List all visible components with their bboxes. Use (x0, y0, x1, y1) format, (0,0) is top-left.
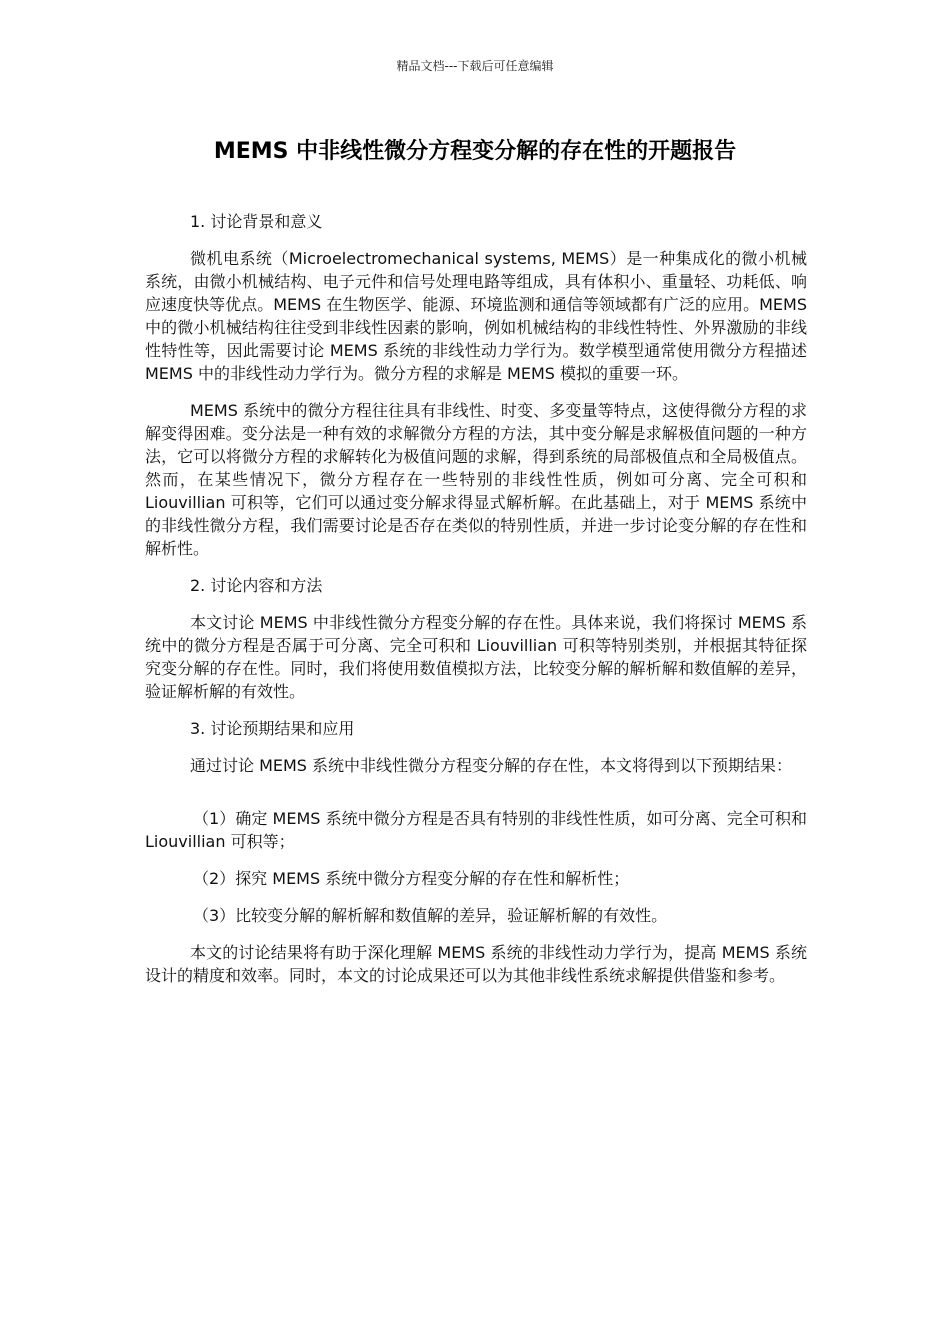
section-heading-3: 3. 讨论预期结果和应用 (190, 719, 355, 738)
expected-result-item-1: （1）确定 MEMS 系统中微分方程是否具有特别的非线性性质，如可分离、完全可积和 Liouvillian 可积等； (145, 809, 807, 851)
section-heading-2: 2. 讨论内容和方法 (190, 576, 323, 595)
section-3-closing-paragraph: 本文的讨论结果将有助于深化理解 MEMS 系统的非线性动力学行为，提高 MEMS 系统设计的精度和效率。同时，本文的讨论成果还可以为其他非线性系统求解提供借鉴和参考。 (145, 943, 807, 985)
expected-result-item-2: （2）探究 MEMS 系统中微分方程变分解的存在性和解析性； (193, 869, 630, 888)
section-3-paragraph-1: 通过讨论 MEMS 系统中非线性微分方程变分解的存在性，本文将得到以下预期结果： (190, 756, 793, 775)
document-title: MEMS 中非线性微分方程变分解的存在性的开题报告 (213, 139, 737, 164)
section-heading-1: 1. 讨论背景和意义 (190, 212, 323, 231)
section-1-paragraph-2: MEMS 系统中的微分方程往往具有非线性、时变、多变量等特点，这使得微分方程的求解变得困难。变分法是一种有效的求解微分方程的方法，其中变分解是求解极值问题的一种方法，它可以将微分方程的求解转化为极值问题的求解，得到系统的局部极值点和全局极值点。然而，在某些情况下，微分方程存在一些特别的非线性性质，例如可分离、完全可积和 Liouvillian 可积等，它们可以通过变分解求得显式解析解。在此基础上，对于 MEMS 系统中的非线性微分方程，我们需要讨论是否存在类似的特别性质，并进一步讨论变分解的存在性和解析性。 (145, 401, 807, 558)
header-note: 精品文档---下载后可任意编辑 (396, 59, 554, 73)
section-2-paragraph-1: 本文讨论 MEMS 中非线性微分方程变分解的存在性。具体来说，我们将探讨 MEMS 系统中的微分方程是否属于可分离、完全可积和 Liouvillian 可积等特别类别，并根据其特征探究变分解的存在性。同时，我们将使用数值模拟方法，比较变分解的解析解和数值解的差异，验证解析解的有效性。 (145, 613, 807, 701)
expected-result-item-3: （3）比较变分解的解析解和数值解的差异，验证解析解的有效性。 (193, 906, 668, 925)
section-3-spacer (145, 791, 807, 807)
document-content (145, 210, 807, 1001)
section-1-paragraph-1: 微机电系统（Microelectromechanical systems, MEMS）是一种集成化的微小机械系统，由微小机械结构、电子元件和信号处理电路等组成，具有体积小、重量轻、功耗低、响应速度快等优点。MEMS 在生物医学、能源、环境监测和通信等领域都有广泛的应用。MEMS 中的微小机械结构往往受到非线性因素的影响，例如机械结构的非线性特性、外界激励的非线性特性等，因此需要讨论 MEMS 系统的非线性动力学行为。数学模型通常使用微分方程描述 MEMS 中的非线性动力学行为。微分方程的求解是 MEMS 模拟的重要一环。 (145, 249, 807, 383)
